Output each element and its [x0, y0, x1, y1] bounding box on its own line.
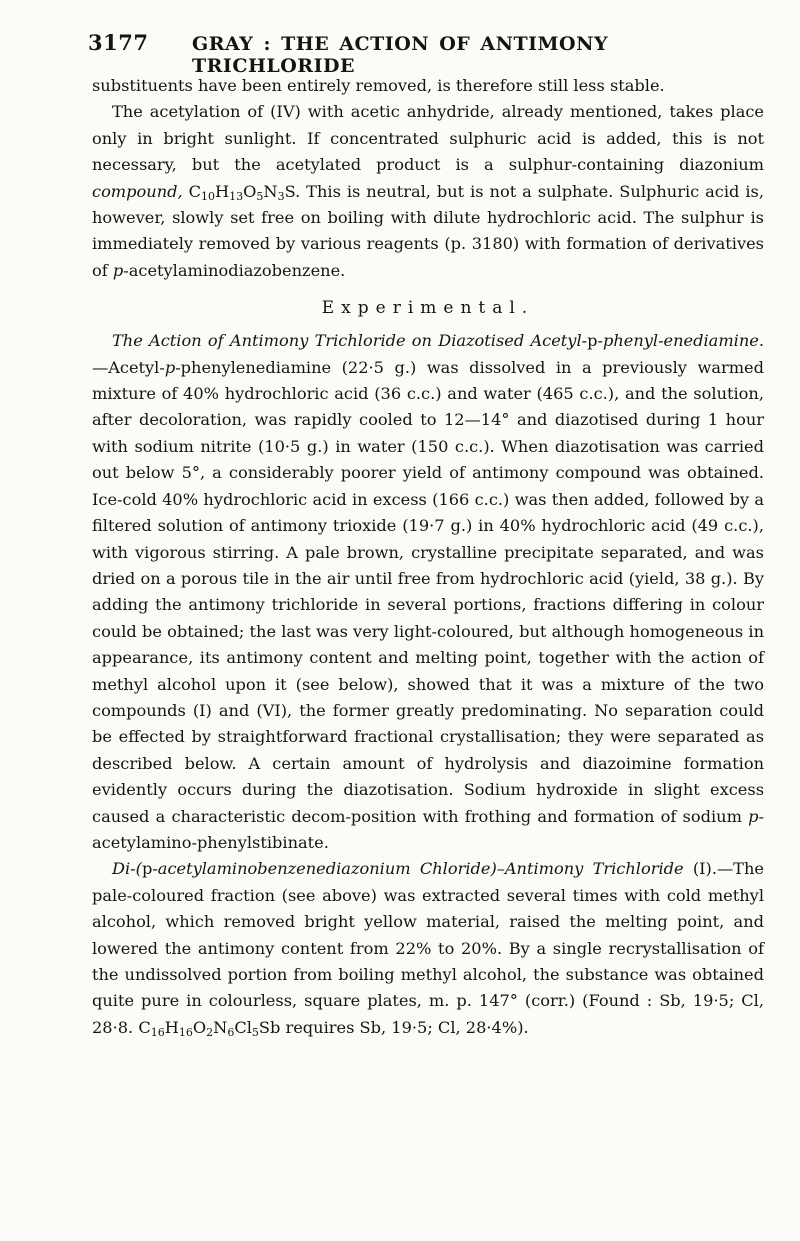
page: [88, 30, 764, 1041]
acetylation-text-a: The acetylation of (IV) with acetic anhydride, already mentioned, takes place only in bright sunlight. If concentrated sulphuric acid is added, this is not necessary, but the acetylated product is a sulphur-containing diazonium: [92, 102, 764, 175]
para-prefix: p: [112, 260, 124, 280]
formula-antimony-compound: $C_{16}H_{16}O_2N_6Cl_5Sb$: [138, 1017, 281, 1039]
experimental-title: The Action of Antimony Trichloride on Diazotised Acetyl-p-phenyl-enediamine.: [112, 331, 764, 351]
section-heading-experimental: Experimental.: [321, 298, 535, 319]
running-head-title: GRAY : THE ACTION OF ANTIMONY TRICHLORIDE: [192, 33, 609, 77]
acetylation-text-e: -acetylaminodiazobenzene.: [123, 260, 346, 280]
paragraph-acetylation: [92, 99, 764, 284]
running-head: [88, 30, 764, 77]
page-number: 3177: [88, 30, 149, 55]
paragraph-experimental: The Action of Antimony Trichloride on Diazotised Acetyl-p-phenyl-enediamine.—Acetyl-p-phenylenediamine (22·5 g.) was dissolved in a previously warmed mixture of 40% hydrochloric acid (36 c.c.) and water (465 c.c.), and the solution, after decoloration, was rapidly cooled to 12—14° and diazotised during 1 hour with sodium nitrite (10·5 g.) in water (150 c.c.). When diazotisation was carried out below 5°, a considerably poorer yield of antimony compound was obtained. Ice-cold 40% hydrochloric acid in excess (166 c.c.) was then added, followed by a filtered solution of antimony trioxide (19·7 g.) in 40% hydrochloric acid (49 c.c.), with vigorous stirring. A pale brown, crystalline precipitate separated, and was dried on a porous tile in the air until free from hydrochloric acid (yield, 38 g.). By adding the antimony trichloride in several portions, fractions differing in colour could be obtained; the last was very light-coloured, but although homogeneous in appearance, its antimony content and melting point, together with the action of methyl alcohol upon it (see below), showed that it was a mixture of the two compounds (I) and (VI), the former greatly predominating. No separation could be effected by straightforward fractional crystallisation; they were separated as described below. A certain amount of hydrolysis and diazoimine formation evidently occurs during the diazotisation. Sodium hydroxide in slight excess caused a characteristic decom-position with frothing and formation of sodium p-acetylamino-phenylstibinate.: [92, 331, 764, 852]
acetylation-text-c: This is neutral, but is not a sulphate. Sulphuric acid is, however, slowly set free on boiling with dilute hydrochloric acid. The sulphur is immediately removed by various reagents (p. 3180) with formation of derivatives of: [92, 181, 764, 280]
compound-word: compound,: [92, 181, 183, 201]
paragraph-compound-I: Di-(p-acetylaminobenzenediazonium Chloride)–Antimony Trichloride (I).—The pale-coloured fraction (see above) was extracted several times with cold methyl alcohol, which removed bright yellow material, raised the melting point, and lowered the antimony content from 22% to 20%. By a single recrystallisation of the undissolved portion from boiling methyl alcohol, the substance was obtained quite pure in colourless, square plates, m. p. 147° (corr.) (Found : Sb, 19·5; Cl, 28·8. $C_{16}H_{16}O_2N_6Cl_5Sb$ requires Sb, 19·5; Cl, 28·4%).: [92, 859, 764, 1039]
formula-sulphur-compound: $C_{10}H_{13}O_5N_3S$.: [188, 181, 301, 203]
paragraph-stability: substituents have been entirely removed, is therefore still less stable.: [92, 76, 665, 95]
compound-title: Di-(p-acetylaminobenzenediazonium Chloride)–Antimony Trichloride: [112, 859, 684, 879]
